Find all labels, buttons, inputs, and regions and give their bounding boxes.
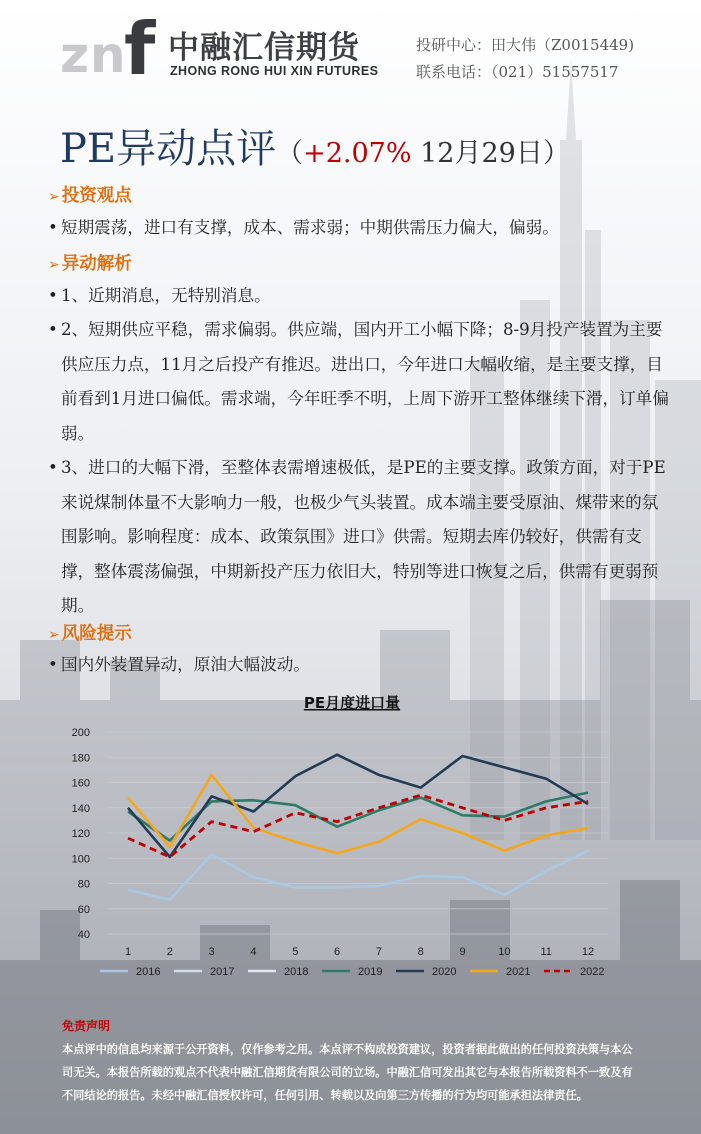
title-main: PE异动点评 bbox=[60, 126, 277, 172]
x-tick-label: 9 bbox=[459, 946, 466, 958]
x-tick-label: 1 bbox=[124, 946, 132, 958]
section-heading-view: ➢ 投资观点 bbox=[48, 186, 132, 206]
legend-label-2018: 2018 bbox=[284, 966, 309, 978]
analysis-bullet-1: • 1、近期消息，无特别消息。 bbox=[48, 279, 670, 314]
x-tick-label: 4 bbox=[250, 946, 257, 958]
view-bullet: • 短期震荡，进口有支撑，成本、需求弱；中期供需压力偏大，偏弱。 bbox=[48, 211, 670, 246]
bullet-dot-icon: • bbox=[48, 458, 58, 477]
legend-label-2022: 2022 bbox=[580, 966, 605, 978]
y-tick-label: 40 bbox=[77, 929, 90, 941]
bullet-dot-icon: • bbox=[48, 320, 58, 339]
section-heading-risk: ➢ 风险提示 bbox=[48, 624, 132, 644]
page-title bbox=[60, 117, 570, 174]
svg-text:f: f bbox=[124, 12, 156, 80]
legend-label-2020: 2020 bbox=[432, 966, 457, 978]
x-tick-label: 7 bbox=[375, 946, 382, 958]
logo-chinese-name: 中融汇信期货 bbox=[168, 30, 360, 66]
x-tick-label: 12 bbox=[581, 946, 595, 958]
svg-text:z: z bbox=[60, 26, 90, 80]
x-tick-label: 11 bbox=[540, 946, 552, 958]
y-tick-label: 200 bbox=[71, 727, 90, 739]
y-tick-label: 60 bbox=[77, 903, 90, 916]
arrow-bullet-icon: ➢ bbox=[48, 189, 60, 205]
bullet-dot-icon: • bbox=[48, 286, 58, 305]
x-tick-label: 6 bbox=[334, 946, 341, 958]
contact-info bbox=[416, 32, 634, 86]
disclaimer-body: 本点评中的信息均来源于公开资料，仅作参考之用。本点评不构成投资建议，投资者据此做出的任何投资决策与本公司无关。本报告所载的观点不代表中融汇信期货有限公司的立场。中融汇信可发出其它与本报告所载资料不一致及有不同结论的报告。未经中融汇信授权许可，任何引用、转载以及向第三方传播的行为均可能承担法律责任。 bbox=[62, 1043, 633, 1103]
analysis-bullet-2: • 2、短期供应平稳，需求偏弱。供应端，国内开工小幅下降；8-9月投产装置为主要供应压力点，11月之后投产有推迟。进出口，今年进口大幅收缩，是主要支撑，目前看到1月进口偏低。需求端，今年旺季不明，上周下游开工整体继续下滑，订单偏弱。 bbox=[48, 313, 670, 451]
price-change-badge: +2.07% bbox=[303, 138, 412, 169]
analysis-bullet-3: • 3、进口的大幅下滑，至整体表需增速极低，是PE的主要支撑。政策方面，对于PE来说煤制体量不大影响力一般，也极少气头装置。成本端主要受原油、煤带来的氛围影响。影响程度：成本、政策氛围》进口》供需。短期去库仍较好，供需有支撑，整体震荡偏强，中期新投产压力依旧大，特别等进口恢复之后，供需有更弱预期。 bbox=[48, 451, 670, 624]
y-tick-label: 80 bbox=[77, 878, 90, 891]
x-tick-label: 5 bbox=[292, 946, 299, 958]
svg-text:n: n bbox=[90, 26, 126, 80]
legend-label-2017: 2017 bbox=[210, 966, 235, 978]
pe-import-line-chart bbox=[62, 688, 642, 993]
x-tick-label: 3 bbox=[208, 946, 215, 958]
x-tick-label: 10 bbox=[498, 946, 511, 958]
disclaimer-title: 免责声明 bbox=[62, 1019, 111, 1033]
y-tick-label: 120 bbox=[71, 828, 90, 840]
arrow-bullet-icon: ➢ bbox=[48, 257, 60, 273]
title-date: 12月29日） bbox=[411, 138, 570, 169]
arrow-bullet-icon: ➢ bbox=[48, 627, 60, 643]
legend-label-2021: 2021 bbox=[506, 966, 531, 978]
section-heading-analysis: ➢ 异动解析 bbox=[48, 254, 132, 274]
logo-english-name: ZHONG RONG HUI XIN FUTURES bbox=[170, 64, 379, 78]
title-paren-open: （ bbox=[276, 138, 304, 169]
x-tick-label: 8 bbox=[417, 946, 424, 958]
legend-label-2016: 2016 bbox=[136, 966, 161, 978]
x-tick-label: 2 bbox=[166, 946, 173, 958]
legend-label-2019: 2019 bbox=[358, 966, 383, 978]
chart-title: PE月度进口量 bbox=[303, 694, 401, 712]
y-tick-label: 140 bbox=[71, 802, 90, 815]
research-center-line: 投研中心：田大伟（Z0015449) bbox=[416, 36, 635, 54]
znf-logo-icon bbox=[60, 12, 160, 80]
y-tick-label: 100 bbox=[71, 853, 90, 866]
series-line-2020 bbox=[128, 755, 588, 857]
bullet-dot-icon: • bbox=[48, 218, 58, 237]
y-tick-label: 180 bbox=[71, 752, 90, 765]
phone-line: 联系电话：（021）51557517 bbox=[416, 63, 619, 81]
company-logo bbox=[60, 12, 390, 82]
bullet-dot-icon: • bbox=[48, 655, 58, 674]
risk-bullet: • 国内外装置异动，原油大幅波动。 bbox=[48, 648, 670, 683]
y-tick-label: 160 bbox=[71, 777, 90, 790]
